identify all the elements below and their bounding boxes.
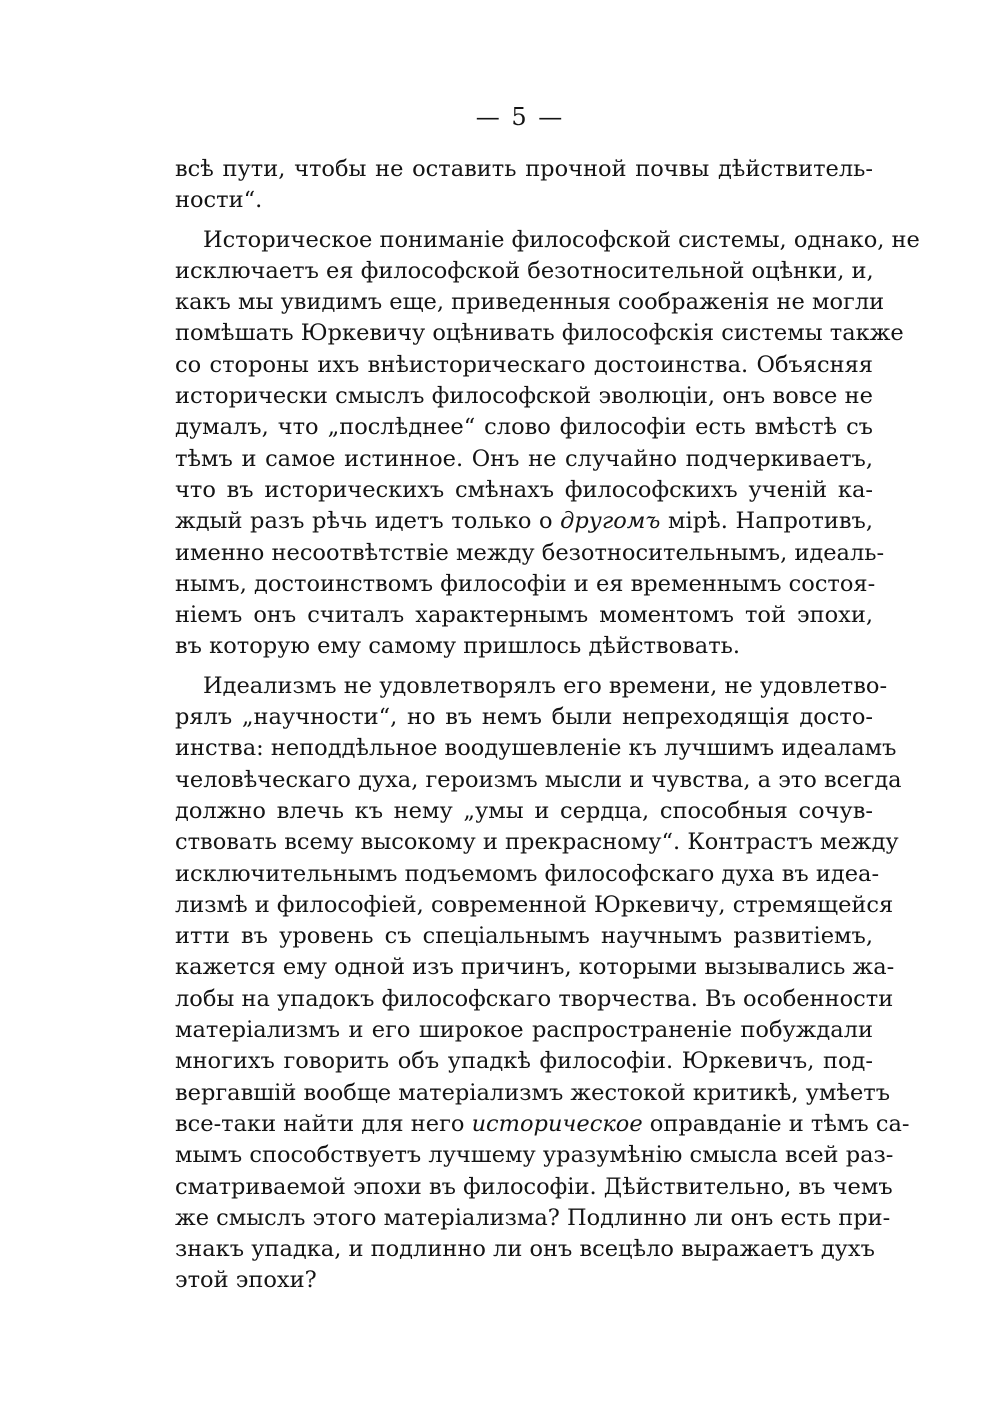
italic-phrase: историческое	[471, 1110, 643, 1137]
text-line: ствовать всему высокому и прекрасному“. Контрастъ между	[175, 829, 899, 856]
text-line: мымъ способствуетъ лучшему уразумѣнію смысла всей раз-	[175, 1142, 894, 1169]
text-line: нымъ, достоинствомъ философіи и ея временнымъ состоя-	[175, 570, 876, 597]
text-line: всѣ пути, чтобы не оставить прочной почвы дѣйствитель-	[175, 156, 873, 182]
text-fragment: оправданіе и тѣмъ са-	[642, 1110, 910, 1137]
text-line: инства: неподдѣльное воодушевленіе къ лучшимъ идеаламъ	[175, 735, 897, 762]
italic-phrase: другомъ	[560, 508, 661, 535]
text-line: лобы на упадокъ философскаго творчества. Въ особенности	[175, 985, 894, 1012]
text-line: же смыслъ этого матеріализма? Подлинно ли онъ есть при-	[175, 1204, 891, 1231]
text-line: исключительнымъ подъемомъ философскаго духа въ идеа-	[175, 860, 880, 887]
text-line: рялъ „научности“, но въ немъ были непреходящія досто-	[175, 704, 873, 731]
text-line: этой эпохи?	[175, 1267, 317, 1294]
text-line: ности“.	[175, 187, 263, 214]
text-fragment: ждый разъ рѣчь идетъ только о	[175, 508, 561, 535]
text-line: человѣческаго духа, героизмъ мысли и чувства, а это всегда	[175, 766, 902, 793]
text-line: кажется ему одной изъ причинъ, которыми вызывались жа-	[175, 954, 895, 981]
text-fragment: мірѣ. Напротивъ,	[660, 508, 874, 535]
body-text	[175, 154, 920, 1297]
text-line: лизмѣ и философіей, современной Юркевичу, стремящейся	[175, 891, 894, 918]
text-line: многихъ говорить объ упадкѣ философіи. Юркевичъ, под-	[175, 1048, 873, 1075]
text-line: исключаетъ ея философской безотносительной оцѣнки, и,	[175, 257, 874, 284]
text-line: что въ историческихъ смѣнахъ философскихъ ученій ка-	[175, 476, 873, 503]
text-line: ніемъ онъ считалъ характернымъ моментомъ той эпохи,	[175, 602, 873, 629]
text-line: исторически смыслъ философской эволюціи, онъ вовсе не	[175, 383, 873, 410]
text-line: сматриваемой эпохи въ философіи. Дѣйствительно, въ чемъ	[175, 1173, 893, 1200]
text-line: знакъ упадка, и подлинно ли онъ всецѣло выражаетъ духъ	[175, 1236, 875, 1263]
text-line: думалъ, что „послѣднее“ слово философіи есть вмѣстѣ съ	[175, 414, 873, 441]
text-line: тѣмъ и самое истинное. Онъ не случайно подчеркиваетъ,	[175, 445, 873, 472]
text-line: въ которую ему самому пришлось дѣйствовать.	[175, 633, 741, 660]
text-line: со стороны ихъ внѣисторическаго достоинства. Объясняя	[175, 351, 873, 378]
paragraph-3	[175, 671, 910, 1297]
text-line: должно влечь къ нему „умы и сердца, способныя сочув-	[175, 797, 873, 824]
text-line: вергавшій вообще матеріализмъ жестокой критикѣ, умѣетъ	[175, 1079, 891, 1106]
text-fragment: все-таки найти для него	[175, 1110, 472, 1137]
text-line: матеріализмъ и его широкое распространеніе побуждали	[175, 1017, 873, 1044]
text-line: помѣшать Юркевичу оцѣнивать философскія системы также	[175, 320, 904, 347]
text-line: Идеализмъ не удовлетворялъ его времени, не удовлетво-	[203, 672, 888, 699]
page-number: — 5 —	[475, 103, 565, 131]
text-line: какъ мы увидимъ еще, приведенныя соображенія не могли	[175, 289, 885, 316]
paragraph-1	[175, 154, 873, 217]
text-line-with-italic	[175, 1109, 910, 1140]
text-line-with-italic	[175, 506, 873, 537]
paragraph-2	[175, 225, 920, 663]
text-line: именно несоотвѣтствіе между безотносительнымъ, идеаль-	[175, 539, 885, 566]
text-line: Историческое пониманіе философской системы, однако, не	[203, 226, 920, 253]
text-line: итти въ уровень съ спеціальнымъ научнымъ развитіемъ,	[175, 923, 873, 950]
